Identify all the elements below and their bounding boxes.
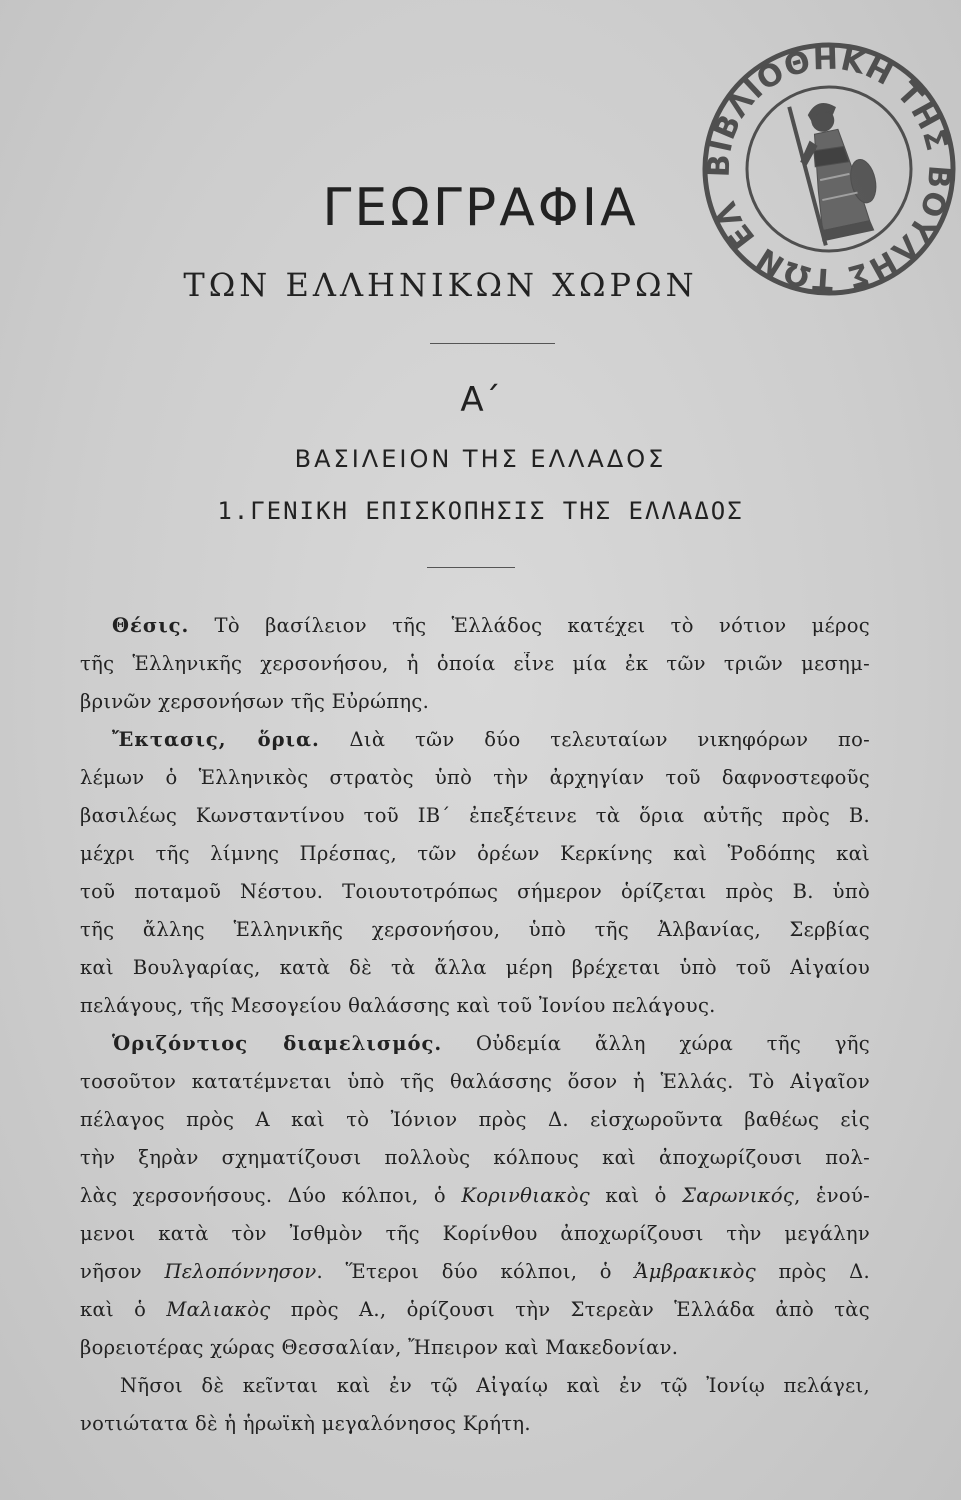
italic-term: Μαλιακὸς — [166, 1298, 271, 1321]
chapter-title: ΒΑΣΙΛΕΙΟΝ ΤΗΣ ΕΛΛΑΔΟΣ — [294, 445, 667, 473]
text-line: νοτιώτατα δὲ ἡ ἡρωϊκὴ μεγαλόνησος Κρήτη. — [80, 1412, 531, 1435]
text-line: λέμων ὁ Ἑλληνικὸς στρατὸς ὑπὸ τὴν ἀρχηγίαν τοῦ δαφνοστεφοῦς — [80, 766, 870, 789]
section-heading: 1.ΓΕΝΙΚΗ ΕΠΙΣΚΟΠΗΣΙΣ ΤΗΣ ΕΛΛΑΔΟΣ — [217, 497, 744, 525]
divider — [430, 343, 555, 344]
paragraph-heading: Ἔκτασις, ὅρια. — [112, 728, 320, 751]
text-line: μέχρι τῆς λίμνης Πρέσπας, τῶν ὀρέων Κερκίνης καὶ Ῥοδόπης καὶ — [80, 842, 870, 865]
text-line: τὴν ξηρὰν σχηματίζουσι πολλοὺς κόλπους καὶ ἀποχωρίζουσι πολ- — [80, 1146, 870, 1169]
library-stamp — [698, 38, 960, 300]
page-subtitle: ΤΩΝ ΕΛΛΗΝΙΚΩΝ ΧΩΡΩΝ — [183, 266, 698, 304]
text-line: Θέσις. Τὸ βασίλειον τῆς Ἑλλάδος κατέχει τὸ νότιον μέρος — [112, 614, 870, 637]
text-line: καὶ Βουλγαρίας, κατὰ δὲ τὰ ἄλλα μέρη βρέχεται ὑπὸ τοῦ Αἰγαίου — [80, 956, 870, 979]
text-line: μενοι κατὰ τὸν Ἰσθμὸν τῆς Κορίνθου ἀποχωρίζουσι τὴν μεγάλην — [80, 1222, 870, 1245]
text-line: τῆς Ἑλληνικῆς χερσονήσου, ἡ ὁποία εἶνε μία ἐκ τῶν τριῶν μεσημ- — [80, 652, 870, 675]
paragraph-heading: Θέσις. — [112, 614, 190, 637]
text-line: τοῦ ποταμοῦ Νέστου. Τοιουτοτρόπως σήμερον ὁρίζεται πρὸς Β. ὑπὸ — [80, 880, 870, 903]
italic-term: Ἀμβρακικὸς — [634, 1260, 756, 1283]
athena-figure-icon — [789, 93, 886, 247]
text-line: λὰς χερσονήσους. Δύο κόλποι, ὁ Κορινθιακὸς καὶ ὁ Σαρωνικός, ἑνού- — [80, 1184, 870, 1207]
italic-term: Κορινθιακὸς — [461, 1184, 590, 1207]
text-line: Νῆσοι δὲ κεῖνται καὶ ἐν τῷ Αἰγαίῳ καὶ ἐν τῷ Ἰονίῳ πελάγει, — [120, 1374, 870, 1397]
text-line: βρινῶν χερσονήσων τῆς Εὐρώπης. — [80, 690, 430, 713]
text-line: Ἔκτασις, ὅρια. Διὰ τῶν δύο τελευταίων νικηφόρων πο- — [112, 728, 870, 751]
text-line: πελάγους, τῆς Μεσογείου θαλάσσης καὶ τοῦ Ἰονίου πελάγους. — [80, 994, 716, 1017]
text-line: πέλαγος πρὸς Α καὶ τὸ Ἰόνιον πρὸς Δ. εἰσχωροῦντα βαθέως εἰς — [80, 1108, 870, 1131]
text-line: τοσοῦτον κατατέμνεται ὑπὸ τῆς θαλάσσης ὅσον ἡ Ἑλλάς. Τὸ Αἰγαῖον — [80, 1070, 870, 1093]
text-line: Ὁριζόντιος διαμελισμός. Οὐδεμία ἄλλη χώρα τῆς γῆς — [112, 1032, 870, 1055]
paragraph-heading: Ὁριζόντιος διαμελισμός. — [112, 1032, 443, 1055]
text-line: βασιλέως Κωνσταντίνου τοῦ ΙΒ΄ ἐπεξέτεινε τὰ ὅρια αὐτῆς πρὸς Β. — [80, 804, 870, 827]
text-line: τῆς ἄλλης Ἑλληνικῆς χερσονήσου, ὑπὸ τῆς Ἀλβανίας, Σερβίας — [80, 918, 870, 941]
page-title: ΓΕΩΓΡΑΦΙΑ — [322, 178, 639, 238]
text-line: βορειοτέρας χώρας Θεσσαλίαν, Ἤπειρον καὶ Μακεδονίαν. — [80, 1336, 679, 1359]
chapter-number: Α΄ — [460, 380, 501, 420]
italic-term: Σαρωνικός — [682, 1184, 795, 1207]
text-line: νῆσον Πελοπόννησον. Ἕτεροι δύο κόλποι, ὁ Ἀμβρακικὸς πρὸς Δ. — [80, 1260, 870, 1283]
italic-term: Πελοπόννησον — [164, 1260, 317, 1283]
stamp-text: ΒΙΒΛΙΟΘΗΚΗ ΤΗΣ ΒΟΥΛΗΣ ΤΩΝ ΕΛΛΗΝΩΝ — [701, 41, 957, 297]
text-line: καὶ ὁ Μαλιακὸς πρὸς Α., ὁρίζουσι τὴν Στερεὰν Ἑλλάδα ἀπὸ τὰς — [80, 1298, 870, 1321]
divider — [427, 567, 515, 568]
